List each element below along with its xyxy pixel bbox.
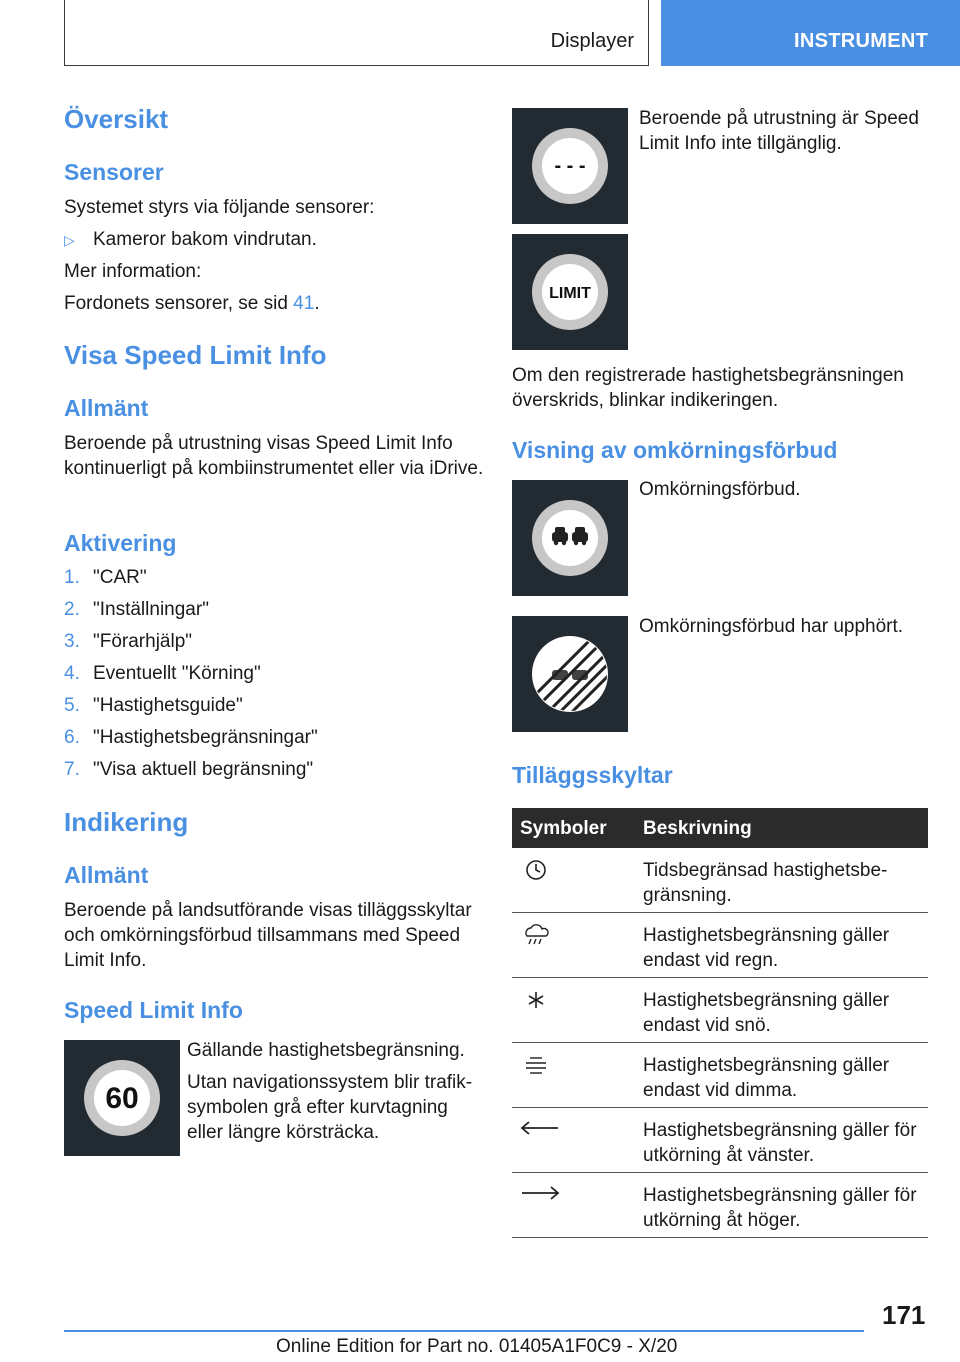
- step-item: [64, 661, 444, 687]
- step-text: "Förarhjälp": [93, 631, 193, 652]
- text-fordonets-sensorer: [64, 291, 484, 316]
- text-utan-navigation: Utan navigationssystem blir trafik-symbolen grå efter kurvtagning eller längre körsträcka.: [187, 1072, 473, 1143]
- speed-limit-unavailable-sign-icon: [512, 108, 628, 224]
- step-number: 5.: [64, 695, 80, 716]
- text-sensorer: Systemet styrs via följande sensorer:: [64, 197, 375, 218]
- step-item: [64, 597, 444, 623]
- step-item: [64, 565, 444, 591]
- row-description: Hastighetsbegränsning gäller för utkörning åt höger.: [643, 1185, 917, 1231]
- sign-60-text: 60: [105, 1082, 139, 1115]
- heading-aktivering: Aktivering: [64, 530, 177, 556]
- table-row: [512, 1043, 928, 1108]
- text-beroende: Beroende på utrustning är Speed Limit Info inte tillgänglig.: [639, 108, 919, 154]
- step-text: "Hastighetsbegränsningar": [93, 727, 318, 748]
- table-row: [512, 848, 928, 913]
- page-link-41[interactable]: 41: [293, 293, 315, 314]
- table-row: [512, 913, 928, 978]
- step-item: [64, 725, 444, 751]
- footer-edition: Online Edition for Part no. 01405A1F0C9 - X/20: [276, 1336, 678, 1357]
- table-row: [512, 978, 928, 1043]
- arrow-left-icon: [518, 1118, 562, 1144]
- text-mer-information: Mer information:: [64, 261, 202, 282]
- table-row: [512, 1108, 928, 1173]
- heading-sensorer: Sensorer: [64, 159, 164, 185]
- step-number: 6.: [64, 727, 80, 748]
- step-item: [64, 629, 444, 655]
- table-header: [512, 808, 928, 848]
- row-description: Hastighetsbegränsning gäller endast vid regn.: [643, 925, 890, 971]
- step-text: "Hastighetsguide": [93, 695, 243, 716]
- step-number: 2.: [64, 599, 80, 620]
- row-description: Tidsbegränsad hastighetsbe-gränsning.: [643, 860, 888, 906]
- step-text: "Inställningar": [93, 599, 209, 620]
- step-text: Eventuellt "Körning": [93, 663, 261, 684]
- text-gallande: Gällande hastighetsbegränsning.: [187, 1040, 465, 1061]
- text-om-registrerade: Om den registrerade hastighetsbegränsningen överskrids, blinkar indikeringen.: [512, 365, 904, 411]
- step-text: "Visa aktuell begränsning": [93, 759, 314, 780]
- end-no-overtaking-sign-icon: [512, 616, 628, 732]
- sign-dashes-text: - - -: [554, 155, 586, 177]
- rain-icon: [518, 923, 562, 949]
- clock-icon: [518, 858, 562, 884]
- heading-speed-limit-info: Speed Limit Info: [64, 997, 243, 1023]
- heading-allmant-2: Allmänt: [64, 862, 149, 888]
- column-header-symboler: Symboler: [520, 818, 607, 839]
- heading-indikering: Indikering: [64, 807, 189, 837]
- heading-visning-omkorningsforbud: Visning av omkörningsförbud: [512, 437, 838, 463]
- row-description: Hastighetsbegränsning gäller för utkörning åt vänster.: [643, 1120, 917, 1166]
- step-text: "CAR": [93, 567, 147, 588]
- header-chapter-tab: [661, 0, 960, 66]
- step-number: 7.: [64, 759, 80, 780]
- heading-tillaggsskyltar: Tilläggsskyltar: [512, 762, 673, 788]
- arrow-right-icon: [518, 1183, 562, 1209]
- page-number: 171: [882, 1300, 926, 1330]
- step-number: 4.: [64, 663, 80, 684]
- snowflake-icon: [518, 988, 562, 1014]
- limit-sign-icon: [512, 234, 628, 350]
- text-allmant: Beroende på utrustning visas Speed Limit Info kontinuerligt på kombiinstrumentet eller via iDrive.: [64, 433, 484, 479]
- footer-divider: [64, 1330, 864, 1332]
- header-section-label: Displayer: [550, 30, 634, 52]
- header-chapter-label: INSTRUMENT: [794, 30, 929, 52]
- row-description: Hastighetsbegränsning gäller endast vid dimma.: [643, 1055, 890, 1101]
- heading-oversikt: Översikt: [64, 104, 169, 134]
- fog-icon: [518, 1053, 562, 1079]
- step-item: [64, 693, 444, 719]
- header-section-box: [64, 0, 649, 66]
- step-item: [64, 757, 444, 783]
- heading-visa-speed-limit: Visa Speed Limit Info: [64, 340, 327, 370]
- step-number: 1.: [64, 567, 80, 588]
- row-description: Hastighetsbegränsning gäller endast vid snö.: [643, 990, 890, 1036]
- step-number: 3.: [64, 631, 80, 652]
- bullet-marker-icon: ▷: [64, 232, 75, 248]
- text-fordonets-sensorer-label: Fordonets sensorer, se sid: [64, 293, 294, 314]
- text-allmant-2: Beroende på landsutförande visas tilläggsskyltar och omkörningsförbud tillsammans med Speed Limit Info.: [64, 900, 472, 971]
- table-row: [512, 1173, 928, 1238]
- text-omkorningsforbud-upphort: Omkörningsförbud har upphört.: [639, 616, 904, 637]
- heading-allmant: Allmänt: [64, 395, 149, 421]
- sign-limit-text: LIMIT: [549, 285, 591, 302]
- bullet-text: Kameror bakom vindrutan.: [93, 229, 317, 250]
- text-omkorningsforbud: Omkörningsförbud.: [639, 479, 801, 500]
- text-period: .: [314, 293, 320, 314]
- no-overtaking-sign-icon: [512, 480, 628, 596]
- speed-limit-60-sign-icon: [64, 1040, 180, 1156]
- column-header-beskrivning: Beskrivning: [643, 818, 752, 839]
